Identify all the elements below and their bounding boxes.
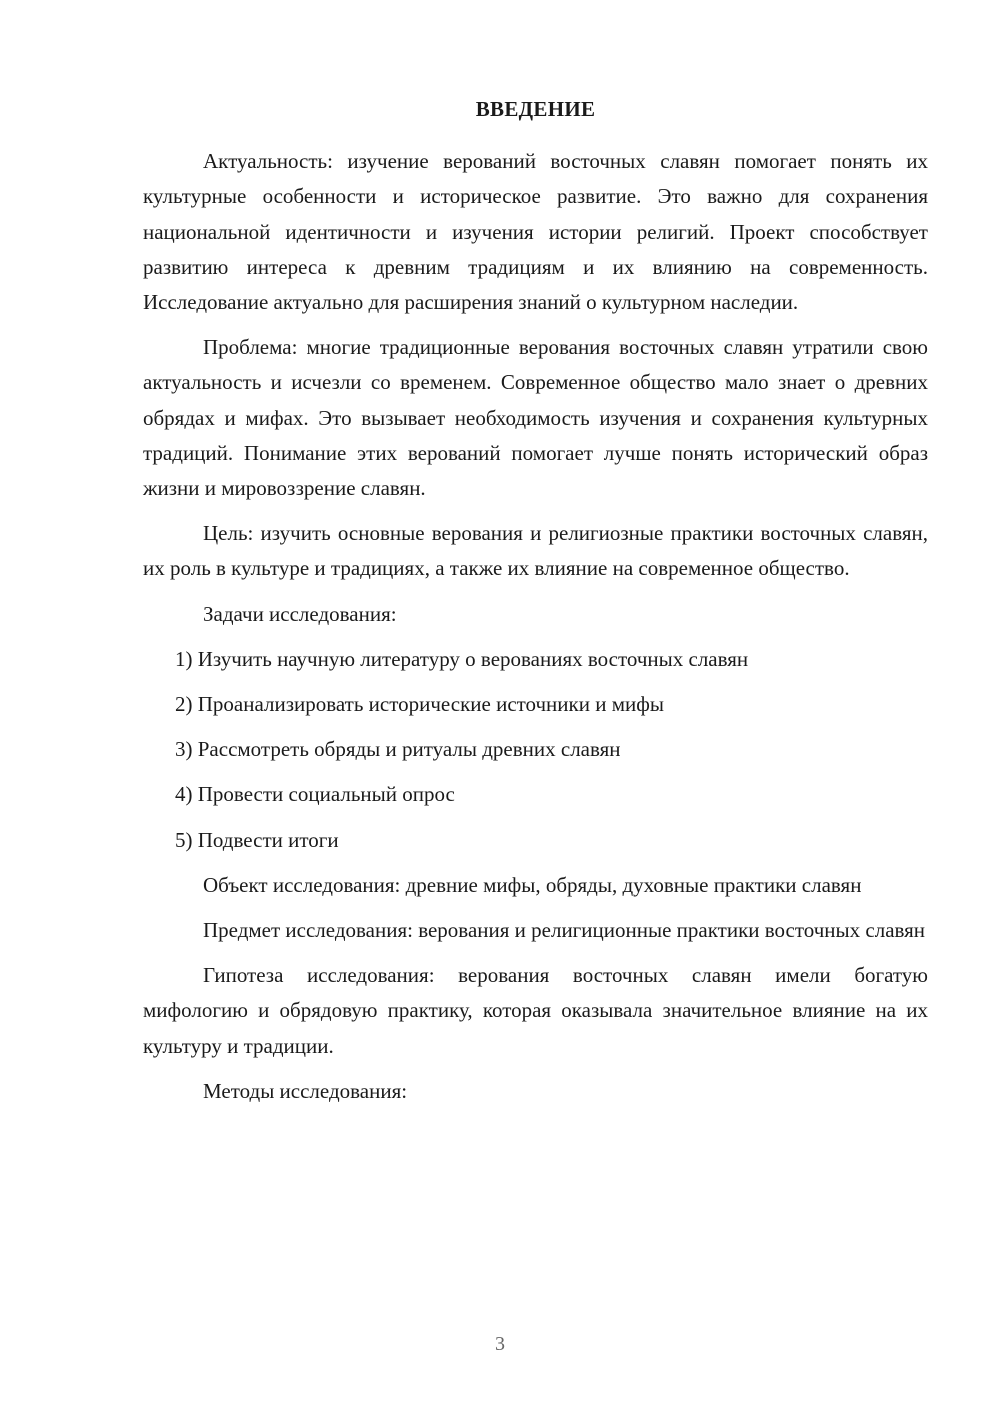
hypothesis-paragraph: Гипотеза исследования: верования восточных славян имели богатую мифологию и обрядовую практику, которая оказывала значительное влияние на их культуру и традиции. xyxy=(143,963,928,1058)
task-item: 5) Подвести итоги xyxy=(175,827,339,852)
task-item: 4) Провести социальный опрос xyxy=(175,782,455,807)
task-item: 1) Изучить научную литературу о верованиях восточных славян xyxy=(175,646,749,671)
section-title: ВВЕДЕНИЕ xyxy=(475,97,596,121)
goal-paragraph: Цель: изучить основные верования и религиозные практики восточных славян, их роль в культуре и традициях, а также их влияние на современное общество. xyxy=(143,521,928,581)
task-item: 3) Рассмотреть обряды и ритуалы древних славян xyxy=(175,737,621,762)
subject-paragraph: Предмет исследования: верования и религиционные практики восточных славян xyxy=(203,918,926,943)
object-paragraph: Объект исследования: древние мифы, обряды, духовные практики славян xyxy=(203,872,862,897)
page-number: 3 xyxy=(495,1333,505,1355)
methods-heading: Методы исследования: xyxy=(203,1078,408,1103)
problem-paragraph: Проблема: многие традиционные верования восточных славян утратили свою актуальность и исчезли со временем. Современное общество мало знает о древних обрядах и мифах. Это вызывает необходимость изучения и сохранения культурных традиций. Понимание этих верований помогает лучше понять исторический образ жизни и мировоззрение славян. xyxy=(143,335,928,501)
task-item: 2) Проанализировать исторические источники и мифы xyxy=(175,692,664,717)
tasks-list xyxy=(143,642,928,858)
document-page xyxy=(143,92,928,1119)
tasks-heading: Задачи исследования: xyxy=(203,601,397,626)
relevance-paragraph: Актуальность: изучение верований восточных славян помогает понять их культурные особенности и историческое развитие. Это важно для сохранения национальной идентичности и изучения истории религий. Проект способствует развитию интереса к древним традициям и их влиянию на современность. Исследование актуально для расширения знаний о культурном наследии. xyxy=(143,149,928,315)
